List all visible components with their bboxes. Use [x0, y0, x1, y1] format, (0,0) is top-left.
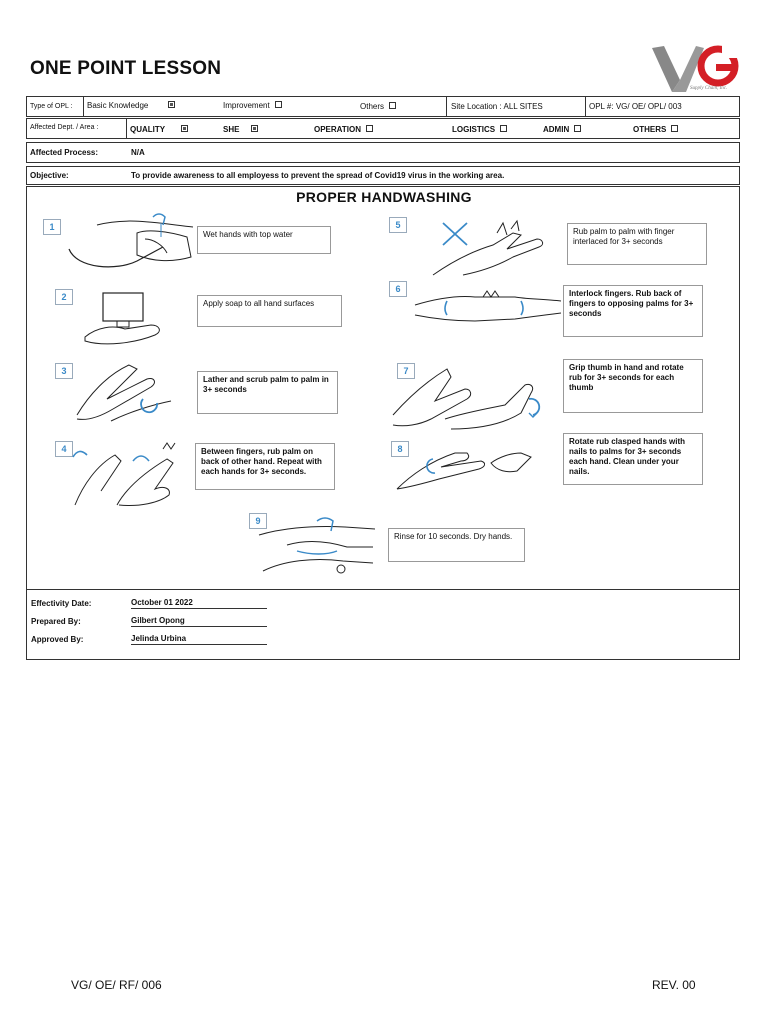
logistics-checkbox[interactable]: [500, 125, 507, 132]
page-title: ONE POINT LESSON: [30, 58, 222, 79]
others-option[interactable]: Others: [360, 102, 396, 111]
approval-section: [26, 590, 740, 660]
palm-to-palm-illustration: [71, 359, 175, 425]
improvement-checkbox[interactable]: [275, 101, 282, 108]
step-1-number: 1: [43, 219, 61, 235]
interlaced-fingers-illustration: [427, 213, 555, 277]
between-fingers-illustration: [67, 439, 187, 509]
affected-process-row: [26, 142, 740, 163]
step-7-number: 7: [397, 363, 415, 379]
rinse-dry-illustration: [257, 515, 381, 579]
objective-label: Objective:: [30, 171, 69, 180]
step-6-number: 6: [389, 281, 407, 297]
handwashing-steps-panel: [26, 186, 740, 590]
objective-row: [26, 166, 740, 185]
step-9-number: 9: [249, 513, 267, 529]
affected-process-label: Affected Process:: [30, 148, 99, 157]
step-3-number: 3: [55, 363, 73, 379]
step-4-text: Between fingers, rub palm on back of other hand. Repeat with each hands for 3+ seconds.: [195, 443, 335, 490]
others-checkbox[interactable]: [389, 102, 396, 109]
step-5-number: 5: [389, 217, 407, 233]
approved-by-value: Jelinda Urbina: [131, 634, 267, 645]
step-2-text: Apply soap to all hand surfaces: [197, 295, 342, 327]
affected-dept-row: [26, 118, 740, 139]
revision-number: REV. 00: [652, 978, 696, 992]
affected-process-value: N/A: [131, 148, 145, 157]
dept-logistics[interactable]: LOGISTICS: [452, 125, 507, 134]
apply-soap-illustration: [83, 291, 169, 347]
approved-by-label: Approved By:: [31, 635, 84, 644]
quality-checkbox[interactable]: [181, 125, 188, 132]
step-5-text: Rub palm to palm with finger interlaced for 3+ seconds: [567, 223, 707, 265]
improvement-option[interactable]: Improvement: [223, 101, 282, 110]
dept-others-checkbox[interactable]: [671, 125, 678, 132]
step-8-number: 8: [391, 441, 409, 457]
interlock-fingers-illustration: [413, 285, 563, 325]
prepared-by-label: Prepared By:: [31, 617, 81, 626]
opl-type-row: [26, 96, 740, 117]
document-code: VG/ OE/ RF/ 006: [71, 978, 162, 992]
dept-she[interactable]: SHE: [223, 125, 258, 134]
operation-checkbox[interactable]: [366, 125, 373, 132]
affected-dept-label: Affected Dept. / Area :: [30, 124, 99, 131]
step-3-text: Lather and scrub palm to palm in 3+ seconds: [197, 371, 338, 414]
clasped-hands-illustration: [395, 443, 545, 493]
dept-quality[interactable]: QUALITY: [130, 125, 188, 134]
rotate-thumb-illustration: [389, 365, 557, 431]
step-7-text: Grip thumb in hand and rotate rub for 3+ seconds for each thumb: [563, 359, 703, 413]
step-4-number: 4: [55, 441, 73, 457]
step-8-text: Rotate rub clasped hands with nails to palms for 3+ seconds each hand. Clean under your nails.: [563, 433, 703, 485]
effectivity-date-label: Effectivity Date:: [31, 599, 92, 608]
dept-others[interactable]: OTHERS: [633, 125, 678, 134]
effectivity-date-value: October 01 2022: [131, 598, 267, 609]
opl-number: OPL #: VG/ OE/ OPL/ 003: [589, 102, 682, 111]
dept-admin[interactable]: ADMIN: [543, 125, 581, 134]
dept-operation[interactable]: OPERATION: [314, 125, 373, 134]
step-9-text: Rinse for 10 seconds. Dry hands.: [388, 528, 525, 562]
she-checkbox[interactable]: [251, 125, 258, 132]
basic-knowledge-option[interactable]: Basic Knowledge: [87, 101, 175, 110]
logo-subtitle: Supply Chain, Inc.: [690, 86, 728, 91]
step-6-text: Interlock fingers. Rub back of fingers to opposing palms for 3+ seconds: [563, 285, 703, 337]
wet-hands-illustration: [67, 213, 195, 271]
section-heading: PROPER HANDWASHING: [296, 189, 472, 205]
admin-checkbox[interactable]: [574, 125, 581, 132]
site-location: Site Location : ALL SITES: [451, 102, 543, 111]
type-of-opl-label: Type of OPL :: [30, 103, 73, 110]
objective-value: To provide awareness to all employess to prevent the spread of Covid19 virus in the working area.: [131, 171, 505, 180]
prepared-by-value: Gilbert Opong: [131, 616, 267, 627]
step-2-number: 2: [55, 289, 73, 305]
basic-knowledge-checkbox[interactable]: [168, 101, 175, 108]
step-1-text: Wet hands with top water: [197, 226, 331, 254]
